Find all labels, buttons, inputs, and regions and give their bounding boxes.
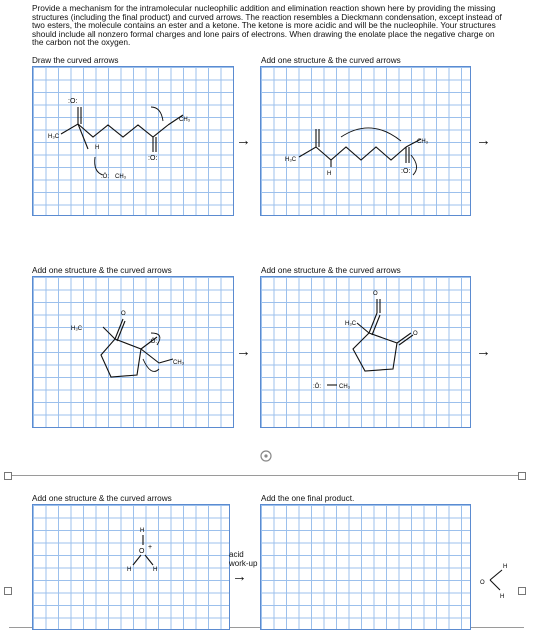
fragment-h-top: H bbox=[503, 564, 508, 570]
reaction-arrow-4: → bbox=[476, 343, 491, 360]
methyl-label-4: CH₃ bbox=[417, 139, 429, 145]
selection-handle-bottom-left[interactable] bbox=[4, 587, 12, 595]
reaction-arrow-2: → bbox=[476, 132, 491, 149]
methyl-label-1: H₃C bbox=[48, 134, 60, 140]
ester-oxygen: :O: bbox=[68, 98, 78, 105]
methoxide-methyl: CH₃ bbox=[115, 174, 127, 180]
selection-handle-bottom-right[interactable] bbox=[518, 587, 526, 595]
instructions-text: Provide a mechanism for the intramolecular nucleophilic addition and elimination reaction shown here by providing the missing structures (including the final product) and curved arrows. The reaction resembles a Dieckmann condensation, except instead of two esters, the molecule contains an ester and a ketone. The ketone is more acidic and will be the nucleophile. Your structures should include all nonzero formal charges and lone pairs of electrons. When drawing the enolate place the negative charge on the carbon not the oxygen. bbox=[32, 3, 502, 48]
alkoxide-oxygen: :Ö: bbox=[149, 339, 158, 345]
methyl-label-3: H₃C bbox=[285, 157, 297, 163]
hydronium-oxygen: O bbox=[139, 548, 145, 555]
panel-4-label: Add one structure & the curved arrows bbox=[261, 266, 401, 275]
panel-6-label: Add the one final product. bbox=[261, 494, 355, 503]
rotate-handle-icon[interactable] bbox=[258, 448, 274, 464]
methyl-label-5: H₃C bbox=[71, 326, 83, 332]
reaction-arrow-3: → bbox=[236, 343, 251, 360]
hydronium-h-left: H bbox=[127, 567, 132, 573]
selection-line-top bbox=[9, 475, 524, 476]
panel-2-canvas[interactable] bbox=[260, 66, 471, 216]
methyl-label-7: H₃C bbox=[345, 321, 357, 327]
methoxide-oxygen-2: :Ö: bbox=[313, 384, 322, 390]
carbonyl-oxygen-1: O bbox=[121, 311, 126, 317]
panel-3-canvas[interactable] bbox=[32, 276, 234, 428]
panel-2-label: Add one structure & the curved arrows bbox=[261, 56, 401, 65]
panel-5-label: Add one structure & the curved arrows bbox=[32, 494, 172, 503]
methyl-label-6: CH₃ bbox=[173, 360, 185, 366]
methoxide-methyl-2: CH₃ bbox=[339, 384, 351, 390]
panel-1-canvas[interactable] bbox=[32, 66, 234, 216]
panel-5-canvas[interactable] bbox=[32, 504, 230, 630]
starting-material-drawing bbox=[33, 67, 233, 215]
hydrogen-label-1: H bbox=[95, 145, 100, 151]
reaction-arrow-1: → bbox=[236, 132, 251, 149]
panel-4-canvas[interactable] bbox=[260, 276, 471, 428]
fragment-h-bottom: H bbox=[500, 594, 505, 600]
diketone-drawing bbox=[261, 277, 470, 427]
hydronium-h-top: H bbox=[140, 528, 145, 534]
workup-line-1: acid bbox=[229, 550, 244, 559]
workup-line-2: work-up bbox=[229, 558, 258, 568]
hydronium-h-right: H bbox=[153, 567, 158, 573]
panel-1-label: Draw the curved arrows bbox=[32, 56, 119, 65]
methoxide-oxygen: :Ö: bbox=[101, 174, 110, 180]
ketone-oxygen-2: :O: bbox=[401, 168, 411, 175]
reaction-arrow-5: → bbox=[232, 568, 247, 585]
hydronium-charge: + bbox=[148, 544, 153, 551]
panel-3-label: Add one structure & the curved arrows bbox=[32, 266, 172, 275]
fragment-oxygen: O bbox=[480, 580, 485, 586]
workup-text bbox=[229, 551, 257, 568]
tetrahedral-intermediate-drawing bbox=[33, 277, 233, 427]
panel-6-canvas[interactable] bbox=[260, 504, 471, 630]
enolate-drawing bbox=[261, 67, 470, 215]
selection-handle-right[interactable] bbox=[518, 472, 526, 480]
side-fragment-drawing bbox=[478, 552, 518, 602]
selection-handle-left[interactable] bbox=[4, 472, 12, 480]
ketone-oxygen: :O: bbox=[148, 155, 158, 162]
hydrogen-label-2: H bbox=[327, 171, 332, 177]
carbonyl-oxygen-2: O bbox=[373, 291, 378, 297]
carbonyl-oxygen-3: O bbox=[413, 331, 418, 337]
methyl-label-2: CH₃ bbox=[179, 117, 191, 123]
hydronium-drawing bbox=[33, 505, 229, 629]
